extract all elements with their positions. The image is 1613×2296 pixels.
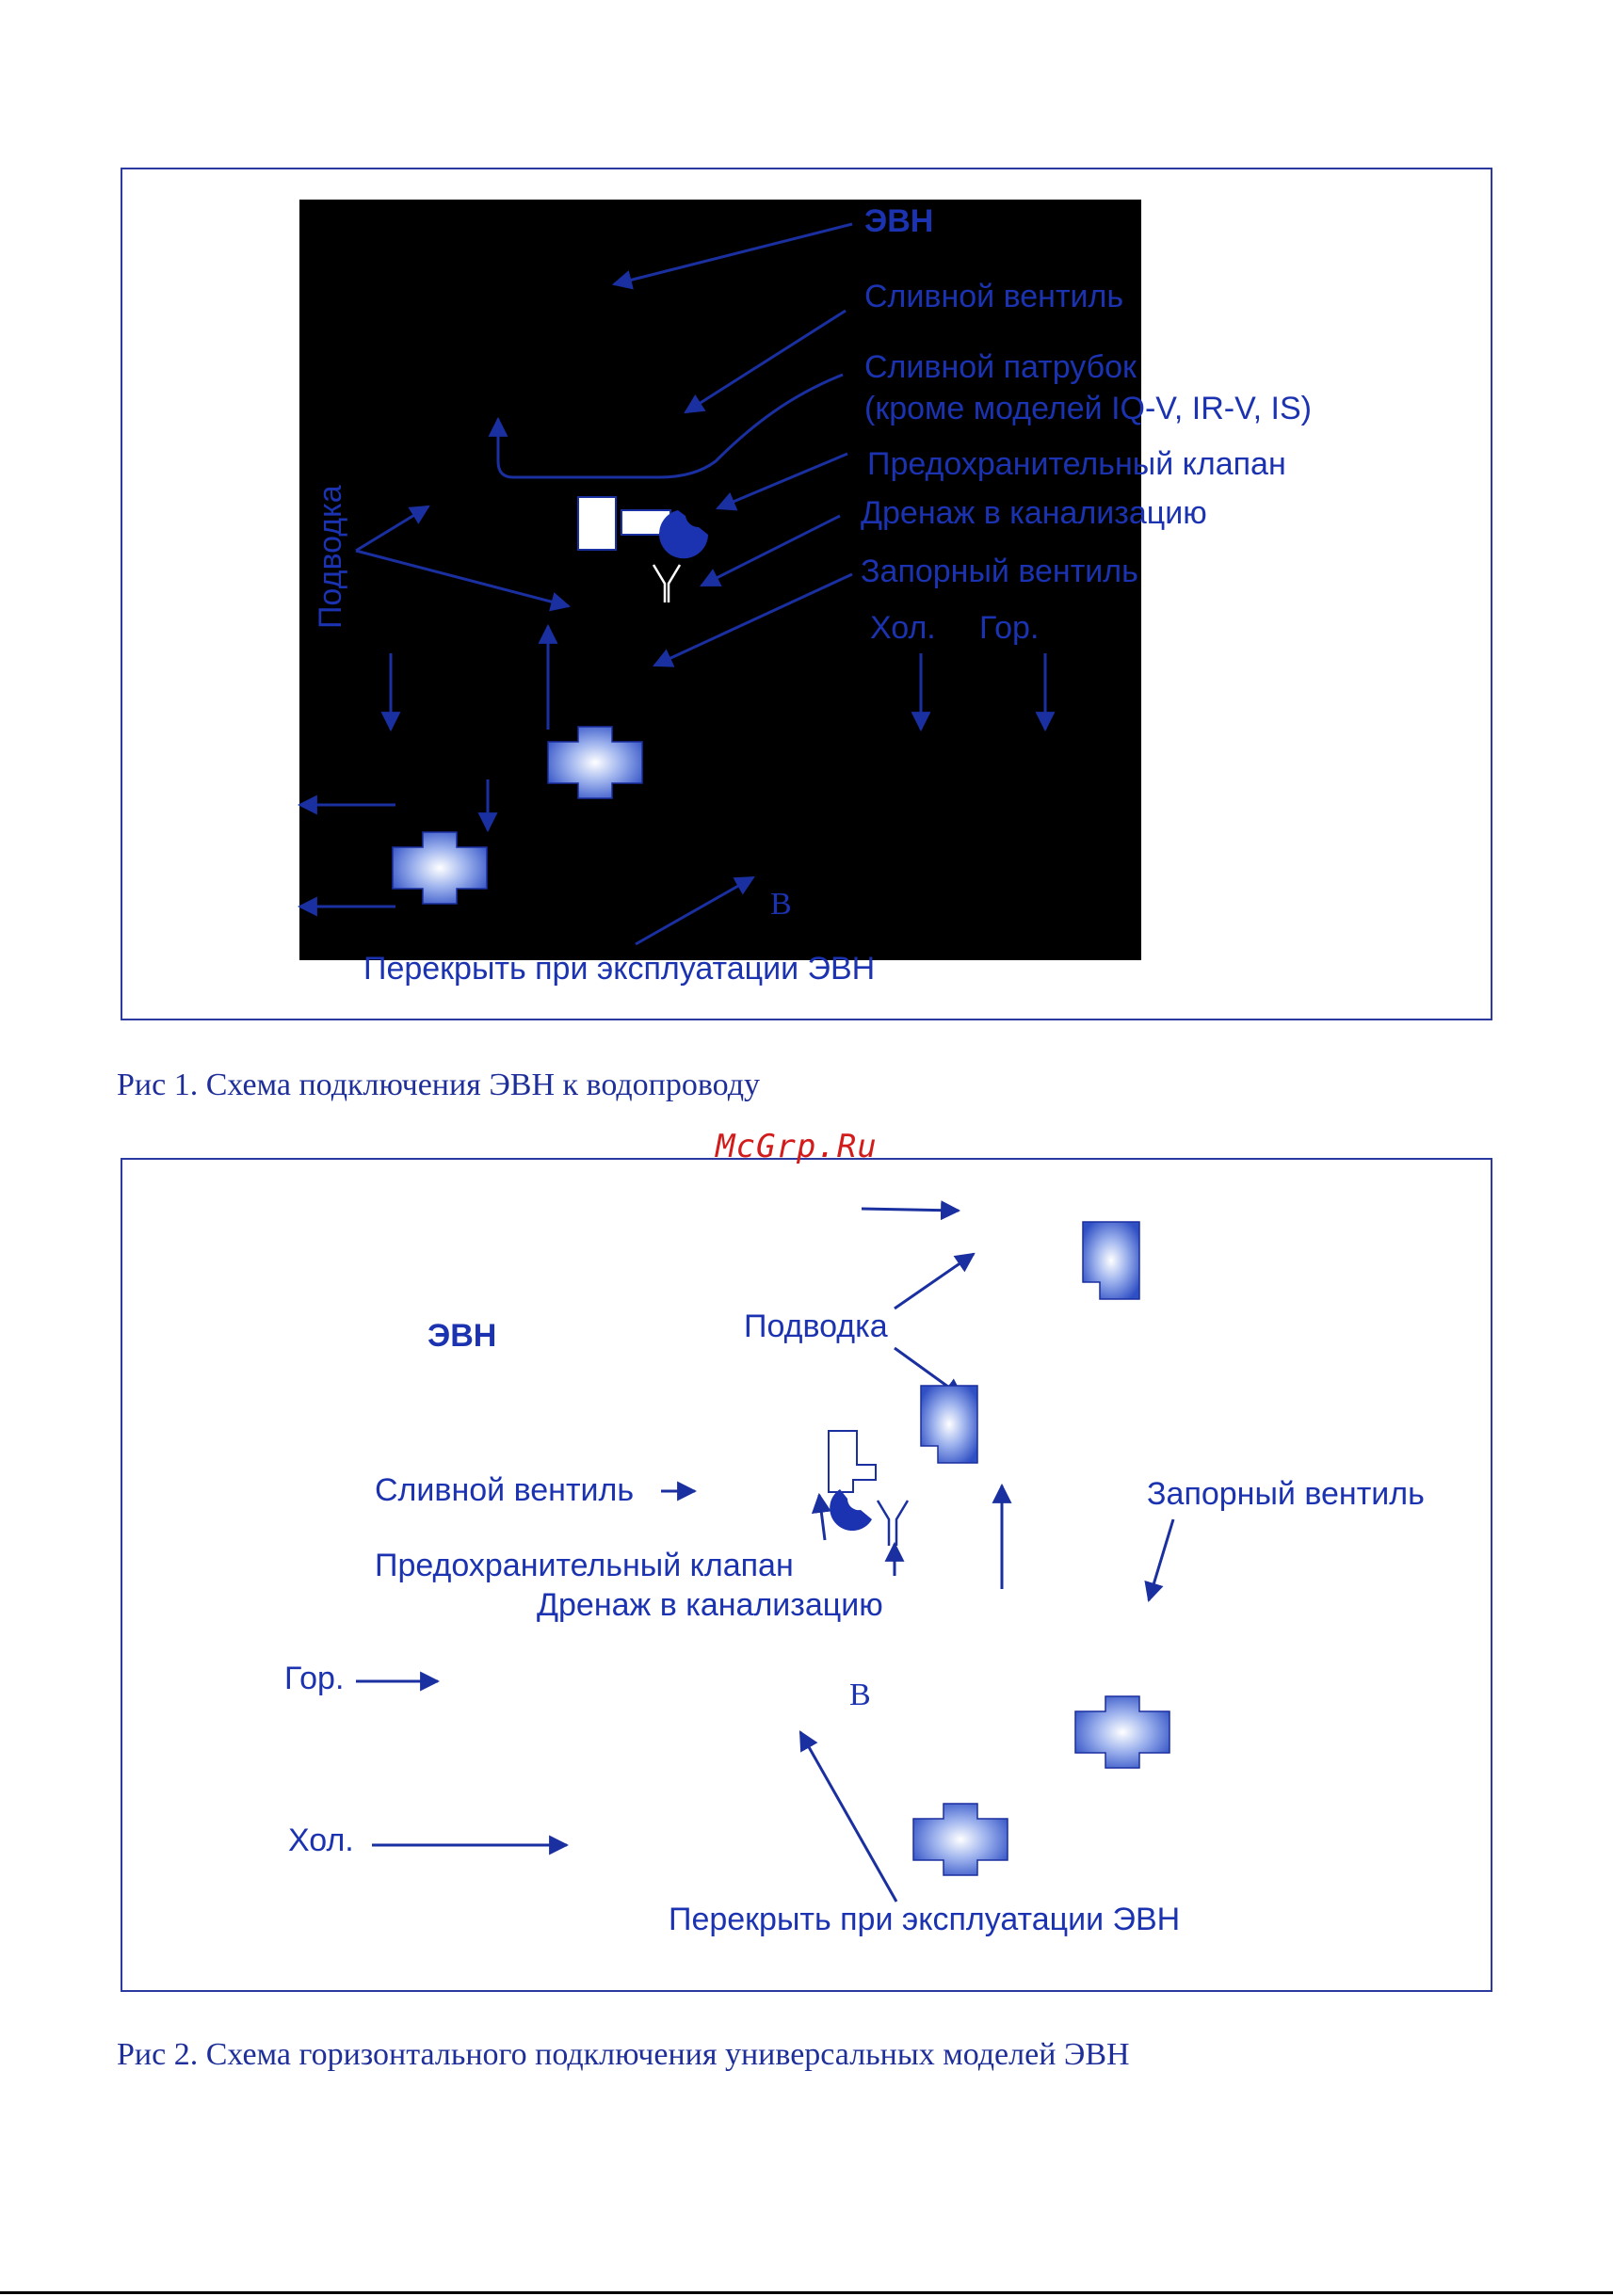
fig1-safety-valve-assembly (578, 497, 708, 602)
fig2-arrow-close (800, 1732, 896, 1902)
fig2-arrow-top (862, 1209, 959, 1211)
fig1-safety-valve-icon (659, 510, 708, 558)
fig2-arrow-supply-up (895, 1254, 974, 1309)
fig1-label-shutoff-valve: Запорный вентиль (861, 554, 1138, 589)
fig1-label-drain-valve: Сливной вентиль (864, 279, 1124, 314)
fig2-drain-funnel-icon (878, 1501, 908, 1546)
fig1-label-supply: Подводка (313, 485, 348, 629)
fig2-label-evn: ЭВН (427, 1318, 497, 1354)
fig1-valve-lower (393, 832, 487, 904)
fig2-label-drainage: Дренаж в канализацию (537, 1587, 883, 1623)
fig2-label-drain-valve: Сливной вентиль (375, 1472, 635, 1508)
fig2-label-safety-valve: Предохранительный клапан (375, 1548, 794, 1583)
fig2-valve-top-right (1083, 1222, 1139, 1299)
fig2-label-v: В (849, 1678, 871, 1712)
fig1-label-cold: Хол. (870, 610, 936, 646)
fig1-arrow-supply-down (356, 551, 569, 606)
fig1-drain-funnel-icon (653, 565, 680, 602)
fig2-label-hot: Гор. (284, 1661, 345, 1696)
fig1-label-hot: Гор. (979, 610, 1040, 646)
figure2-caption: Рис 2. Схема горизонтального подключения универсальных моделей ЭВН (117, 2037, 1130, 2072)
fig1-valve-block-left (578, 497, 616, 550)
fig1-arrow-drainage (702, 516, 840, 586)
fig2-label-cold: Хол. (288, 1822, 354, 1858)
fig1-drain-pipe-line (498, 375, 843, 477)
fig1-arrow-supply-up (356, 506, 428, 551)
fig2-label-supply: Подводка (744, 1309, 888, 1344)
fig1-arrow-close (636, 877, 753, 944)
fig1-valve-upper (548, 727, 642, 798)
fig1-label-close-during: Перекрыть при эксплуатации ЭВН (363, 951, 876, 987)
fig1-label-evn: ЭВН (864, 203, 934, 239)
fig1-label-v: В (770, 887, 792, 922)
fig2-valve-right-cross (1075, 1696, 1169, 1768)
fig1-arrow-drain-valve (686, 311, 846, 412)
watermark: McGrp.Ru (716, 1128, 878, 1165)
fig2-safety-valve-icon (830, 1489, 872, 1531)
fig2-arrow-shutoff (1149, 1519, 1173, 1600)
fig1-label-drainage: Дренаж в канализацию (861, 495, 1207, 531)
fig2-label-shutoff-valve: Запорный вентиль (1147, 1476, 1425, 1512)
fig1-arrow-evn (614, 224, 852, 284)
fig2-valve-bottom-cross (913, 1804, 1008, 1875)
fig2-valve-middle (921, 1386, 977, 1463)
fig1-arrow-shutoff (654, 574, 852, 666)
page-bottom-rule (0, 2291, 1613, 2294)
fig2-label-close-during: Перекрыть при эксплуатации ЭВН (669, 1902, 1181, 1937)
fig1-label-drain-pipe: Сливной патрубок (кроме моделей IQ-V, IR-V, IS) (864, 349, 1312, 427)
figure1-caption: Рис 1. Схема подключения ЭВН к водопроводу (117, 1068, 760, 1102)
fig2-arrow-safety-valve (819, 1495, 825, 1540)
fig2-safety-valve-assembly (829, 1431, 908, 1546)
fig2-valve-block (829, 1431, 876, 1492)
fig1-arrow-safety-valve (718, 454, 847, 508)
fig1-label-safety-valve: Предохранительный клапан (867, 446, 1286, 482)
